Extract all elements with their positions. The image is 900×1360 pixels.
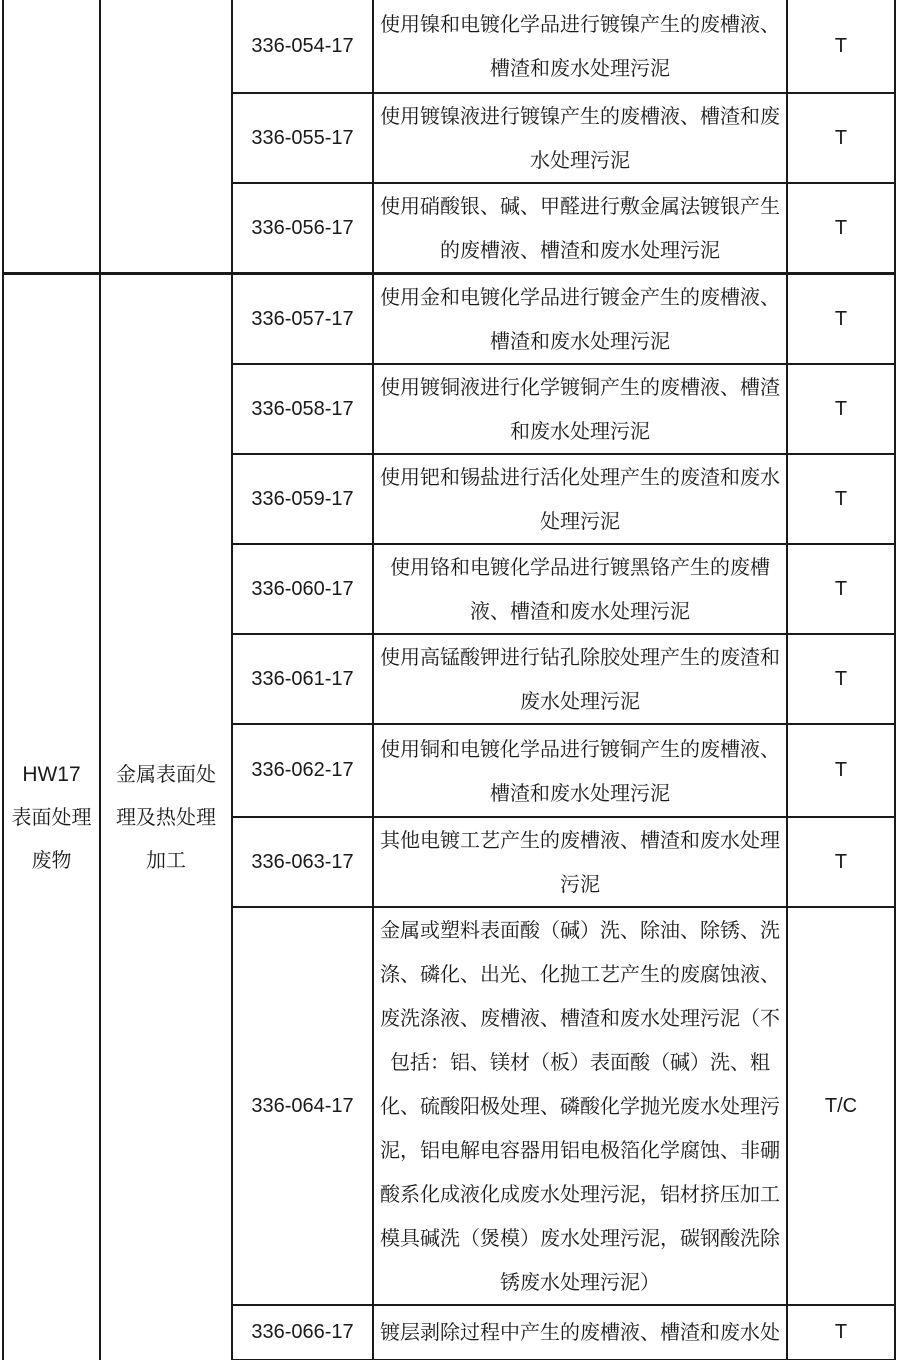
waste-description: 使用镀镍液进行镀镍产生的废槽液、槽渣和废水处理污泥	[373, 93, 787, 183]
category-cell-continued	[3, 0, 100, 274]
waste-code: 336-057-17	[232, 274, 373, 365]
waste-code: 336-066-17	[232, 1305, 373, 1360]
hazard-property: T	[787, 274, 895, 365]
waste-code: 336-059-17	[232, 454, 373, 544]
waste-code: 336-055-17	[232, 93, 373, 183]
waste-description: 使用镀铜液进行化学镀铜产生的废槽液、槽渣和废水处理污泥	[373, 364, 787, 454]
waste-code: 336-056-17	[232, 183, 373, 274]
hazard-property: T	[787, 93, 895, 183]
waste-description: 镀层剥除过程中产生的废槽液、槽渣和废水处	[373, 1305, 787, 1360]
hazard-property: T	[787, 544, 895, 634]
waste-description: 使用金和电镀化学品进行镀金产生的废槽液、槽渣和废水处理污泥	[373, 274, 787, 365]
hazard-property: T	[787, 724, 895, 817]
waste-description: 其他电镀工艺产生的废槽液、槽渣和废水处理污泥	[373, 817, 787, 907]
waste-description: 使用镍和电镀化学品进行镀镍产生的废槽液、槽渣和废水处理污泥	[373, 0, 787, 93]
hazard-property: T/C	[787, 907, 895, 1305]
category-cell-hw17	[3, 274, 100, 1360]
waste-description: 使用铬和电镀化学品进行镀黑铬产生的废槽液、槽渣和废水处理污泥	[373, 544, 787, 634]
waste-description: 使用铜和电镀化学品进行镀铜产生的废槽液、槽渣和废水处理污泥	[373, 724, 787, 817]
waste-code: 336-063-17	[232, 817, 373, 907]
industry-cell-continued	[100, 0, 232, 274]
hazard-property: T	[787, 817, 895, 907]
hazard-property: T	[787, 364, 895, 454]
waste-code: 336-060-17	[232, 544, 373, 634]
hazard-property: T	[787, 1305, 895, 1360]
industry-cell	[100, 274, 232, 1360]
industry-source-text: 金属表面处理及热处理加工	[116, 762, 216, 872]
waste-code: 336-058-17	[232, 364, 373, 454]
waste-code: 336-062-17	[232, 724, 373, 817]
category-name-line2: 废物	[31, 847, 72, 872]
category-code: HW17	[22, 762, 81, 786]
category-name-line1: 表面处理	[11, 804, 92, 829]
table-row	[3, 0, 895, 93]
waste-code: 336-064-17	[232, 907, 373, 1305]
waste-description: 使用钯和锡盐进行活化处理产生的废渣和废水处理污泥	[373, 454, 787, 544]
hazardous-waste-table	[2, 0, 896, 1360]
table-row	[3, 274, 895, 365]
hazard-property: T	[787, 454, 895, 544]
hazard-property: T	[787, 634, 895, 724]
hazard-property: T	[787, 183, 895, 274]
waste-code: 336-054-17	[232, 0, 373, 93]
waste-description: 使用高锰酸钾进行钻孔除胶处理产生的废渣和废水处理污泥	[373, 634, 787, 724]
waste-code: 336-061-17	[232, 634, 373, 724]
hazard-property: T	[787, 0, 895, 93]
waste-description: 金属或塑料表面酸（碱）洗、除油、除锈、洗涤、磷化、出光、化抛工艺产生的废腐蚀液、废洗涤液、废槽液、槽渣和废水处理污泥（不包括：铝、镁材（板）表面酸（碱）洗、粗化、硫酸阳极处理、磷酸化学抛光废水处理污泥，铝电解电容器用铝电极箔化学腐蚀、非硼酸系化成液化成废水处理污泥，铝材挤压加工模具碱洗（煲模）废水处理污泥，碳钢酸洗除锈废水处理污泥）	[373, 907, 787, 1305]
waste-description: 使用硝酸银、碱、甲醛进行敷金属法镀银产生的废槽液、槽渣和废水处理污泥	[373, 183, 787, 274]
